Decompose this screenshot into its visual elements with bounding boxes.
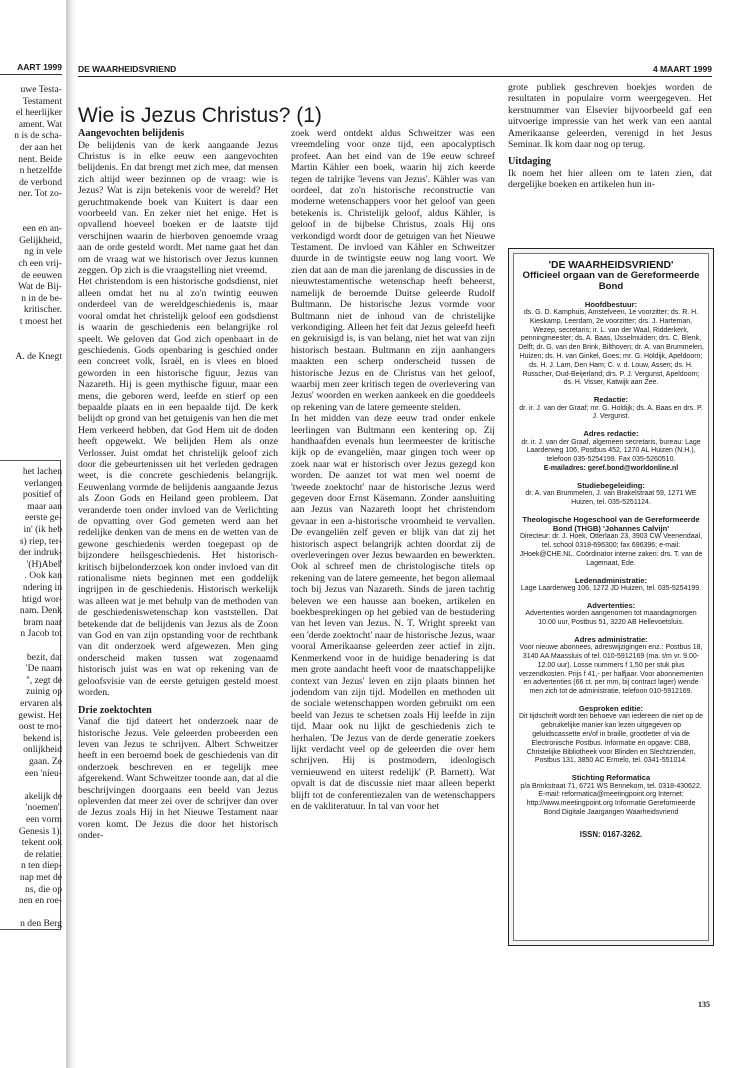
left-page-text-line: nap met de	[19, 872, 62, 883]
left-page-text-line: der indruk-	[19, 547, 62, 559]
section-heading-uitdaging: Uitdaging	[508, 156, 552, 168]
masthead-section-text: p/a Brinkstraat 71, 6721 WS Bennekom, tel. 0318-430622. E-mail: reformatica@meetingpoint.org Internet: http://www.meetingpoint.org Informatie Gereformeerde Bond Digitale Jaargangen Waarheidsvriend	[520, 782, 702, 816]
paragraph: In het midden van deze eeuw trad onder enkele leerlingen van Bultmann een kentering op. Zij handhaafden evenals hun leermeester de kritische kijk op de evangeliën, maar gingen toch weer op zoek naar wat er historisch over Jezus gezegd kon worden. De aanzet tot wat men wel noemt de 'tweede zoektocht' naar de historische Jezus werd gegeven door Ernst Käsemann. Zonder aansluiting aan Jezus van Nazareth loopt het christendom gevaar in een a-historische vroomheid te vervallen. De evangeliën zelf geven er blijk van dat zij het historisch aspect belangrijk achten doordat zij de overleveringen over Jezus bewaarden en bewerkten. Ook al schreef men de christologische titels op rekening van de latere gemeente, het begon allemaal toch bij Jezus van Nazareth. Sinds de jaren tachtig beleven we een hausse aan boeken, artikelen en boekbesprekingen op het gebied van de bestudering van het leven van Jezus. N. T. Wright spreekt van een 'derde zoektocht' naar de historische Jezus, waar vooral Amerikaanse geleerden zeer actief in zijn. Kenmerkend voor in de huidige benadering is dat men grote aandacht heeft voor de maatschappelijke context van Jezus' leven en zijn plaats binnen het jodendom van zijn tijd. Modellen en methoden uit de sociale wetenschappen worden gebruikt om een beeld van Jezus te schetsen zoals Hij leefde in zijn tijd. Maar ook nu lijkt de geschiedenis zich te herhalen. 'De Jezus van de derde generatie zoekers lijkt verdacht veel op de geleerden die over hem schrijven. Hij is postmodern, ideologisch vernieuwend en uiterst redelijk' (P. Barnett). Wat opvalt is dat de discussie niet maar alleen beperkt blijft tot de conferentiezalen van de wetenschappers en de vakliteratuur. In tal van voor het	[291, 413, 495, 812]
left-page-text-line: der aan het	[19, 142, 62, 153]
masthead-issn: ISSN: 0167-3262.	[579, 829, 643, 839]
masthead-section	[518, 481, 704, 508]
masthead-section-text: dr. ir. J. van der Graaf; mr. G. Holdijk; ds. A. Baas en drs. P. J. Vergunst.	[519, 404, 703, 421]
masthead-title: 'DE WAARHEIDSVRIEND'	[548, 260, 674, 271]
masthead-inner	[513, 253, 709, 941]
masthead-section-heading: Advertenties:	[586, 600, 636, 610]
left-page-text-line: ng in vele	[24, 246, 62, 258]
paragraph: Ik noem het hier alleen om te laten zien, dat dergelijke boeken en artikelen hun in-	[508, 168, 712, 191]
left-page-text-line: Genesis 1).	[18, 825, 62, 837]
masthead-section-heading: Adres administratie:	[574, 634, 648, 644]
left-page-text-line: bram naar	[23, 616, 62, 628]
left-page-text-line: zuinig op	[26, 686, 62, 698]
section-heading-zoektochten: Drie zoektochten	[78, 704, 152, 716]
left-page-text-line: Gelijkheid,	[19, 234, 62, 246]
left-page-text-line: nen en roe-	[18, 895, 62, 907]
running-header-date: 4 MAART 1999	[652, 64, 712, 74]
left-page-text-line: n Jacob tot	[20, 628, 62, 640]
masthead-section	[518, 515, 704, 569]
left-page-text-line: ervaren als	[20, 698, 62, 709]
masthead-section	[518, 635, 704, 697]
left-page-text-line: een en an-	[22, 223, 62, 235]
masthead-section	[518, 704, 704, 766]
left-page-text-line: tekent ook	[21, 837, 62, 849]
left-page-header: AART 1999	[17, 62, 62, 72]
left-page-text-line: n ten diep-	[20, 860, 62, 872]
masthead-section-text: Advertenties worden aangenomen tot maandagmorgen 10.00 uur, Postbus 51, 3220 AB Hellevoetsluis.	[525, 610, 697, 626]
left-page-text-line: '(H)Abel'	[26, 558, 62, 570]
masthead-email: E-mailadres: geref.bond@worldonline.nl	[543, 464, 679, 472]
article-column-3	[508, 82, 712, 191]
left-page-text-line: onlijkheid	[23, 744, 62, 756]
masthead-box	[508, 248, 714, 946]
left-page-text-line: bezit, dat	[26, 651, 62, 663]
masthead-section-text: ds. G. D. Kamphuis, Amstelveen, 1e voorzitter; ds. R. H. Kieskamp, Leerdam, 2e voorzitter; drs. J. Harteman, Wezep, secretaris; ir. L. van der Waal, Ridderkerk, penningmeester; ds. A. Baas, IJsselmuiden; drs. C. Blenk, Delft; dr. G. van den Brink, Bilthoven; dr. A. van Brummelen, Huizen; ds. H. van Ginkel, Goes; mr. G. Holdijk, Apeldoorn; ds. H. J. Lam, Den Ham; C. v. d. Louw, Assen; ds. H. Russcher, Oud-Beijerland; drs. P. J. Vergunst, Apeldoorn; ds. H. Visser, Katwijk aan Zee.	[518, 309, 704, 387]
masthead-section-text: Lage Laarderweg 106, 1272 JD Huizen, tel. 035-5254199.	[520, 584, 702, 592]
left-page-text-line: gaan. Ze	[28, 756, 62, 767]
section-heading-aangevochten: Aangevochten belijdenis	[78, 128, 185, 139]
masthead-section-text: Dit tijdschrift wordt ten behoeve van iedereen die niet op de gebruikelijke manier kan lezen uitgegeven op geluidscassette en/of in braille, grootletter of via de Electronische Postbus. Informatie en opgave: CBB, Christelijke Bibliotheek voor Blinden en Slechtzienden, Postbus 131, 3850 AC Ermelo, tel. 0341-551014.	[518, 713, 704, 765]
masthead-section-heading: Stichting Reformatica	[571, 773, 651, 783]
paragraph: grote publiek geschreven boekjes worden de resultaten in populaire vorm weergegeven. Het kerstnummer van Elsevier bijvoorbeeld gaf een uitvoerige impressie van het werk van een aantal Amerikaanse geleerden, verenigd in het Jesus Seminar. Ik kom daar nog op terug.	[508, 82, 712, 151]
masthead-section-text: dr. A. van Brummelen, J. van Brakelstraat 59, 1271 WE Huizen, tel. 035-5251124.	[525, 489, 697, 506]
masthead-section-text: Directeur: dr. J. Hoek, Otterlaan 23, 3903 CW Veenendaal, tel. school 0318-696300; fax 696396; e-mail: JHoek@CHE.NL. Coördinator interne zaken: drs. T. van de Lagemaat, Ede.	[519, 533, 703, 567]
left-page-text-line: t moest het	[19, 316, 62, 327]
left-page-text-line: 'De naam	[25, 663, 62, 675]
article-title: Wie is Jezus Christus? (1)	[78, 104, 322, 127]
left-page-text-line: ndering in	[22, 582, 62, 593]
paragraph: Vanaf die tijd dateert het onderzoek naar de historische Jezus. Vele geleerden probeerden een leven van Jezus te schrijven. Albert Schweitzer heeft in een beroemd boek de geschiedenis van dit onderzoek beschreven en er tegelijk mee afgerekend. Want Schweitzer toonde aan, dat al die beschrijvingen doorgaans een beeld van Jezus opleverden dat meer zei over de schrijver dan over de Jezus zoals Hij in het Nieuwe Testament naar voren komt. De Jezus die door het historisch onder-	[78, 716, 278, 842]
left-page-text-line: Testament	[22, 95, 62, 107]
left-page-text-line: de verbond	[19, 176, 62, 188]
left-page-text-line: el heerlijker	[15, 107, 62, 119]
page-gutter	[66, 0, 76, 1068]
article-column-2	[291, 128, 495, 812]
masthead-section-heading: Ledenadministratie:	[574, 575, 648, 585]
left-page-text-line: kritischer.	[23, 304, 62, 316]
left-page-text-line: het lachen	[22, 466, 62, 477]
left-page-text-line: ch een vrij-	[18, 258, 62, 269]
masthead-section-heading: Adres redactie:	[583, 429, 639, 439]
masthead-section-heading: Studiebegeleiding:	[577, 480, 645, 490]
left-page-text-line: in' (ik heb	[23, 524, 62, 535]
running-header-title: DE WAARHEIDSVRIEND	[78, 64, 177, 74]
left-page-text-line: ns, die op	[24, 883, 62, 895]
masthead-section-text: Voor nieuwe abonnees, adreswijzigingen enz.: Postbus 18, 3140 AA Maassluis of tel. 010-5912169 (ma. t/m vr. 9.00-12.00 uur). Losse nummers f 1,50 per stuk plus verzendkosten. Prijs f 41,- per halfjaar. Voor abonnementen en advertenties (66 ct. per mm, bij contract lager) wende men zich tot de administratie, telefoon 010-5912169.	[518, 644, 704, 696]
left-page-text-line: '', zegt de	[26, 674, 62, 686]
left-page-text-line: bekend is.	[23, 732, 62, 744]
left-page-text-line: nent. Beide	[18, 153, 62, 165]
left-page-text-line: de eeuwen	[21, 269, 62, 281]
left-page-text-line: ament. Wat	[18, 118, 62, 130]
masthead-section-heading: Redactie:	[593, 395, 629, 405]
left-page-text-line: 'noemen'.	[25, 802, 62, 814]
left-page-text-line: oost te mo-	[18, 721, 62, 733]
left-page-text-line: A. de Knegt	[15, 350, 62, 362]
masthead-section	[518, 773, 704, 818]
masthead-section	[518, 576, 704, 594]
left-page-fragment	[0, 0, 66, 1068]
left-page-text-line: maar aan	[27, 500, 62, 512]
page-number: 135	[698, 1000, 710, 1009]
running-header	[78, 62, 712, 77]
left-page-text-line: uwe Testa-	[20, 84, 62, 95]
left-page-text-line: de relatie.	[24, 848, 62, 860]
paragraph: De belijdenis van de kerk aangaande Jezus Christus is in elke eeuw een aangevochten belijdenis. En dat brengt met zich mee, dat mensen zich altijd weer bezinnen op de vraag: wie is Jezus? Wat is zijn betekenis voor de wereld? Het geruchtmakende boek van Kuitert is daar een voorbeeld van. En zeker niet het enige. Het is opvallend hoeveel boeken er de laatste tijd verschijnen waarin de hierboven genoemde vraag aan de orde gesteld wordt. Met name gaat het dan om de vraag wat we historisch over Jezus kunnen zeggen. Op zich is die vraagstelling niet vreemd.	[78, 139, 278, 277]
masthead-section-heading: Hoofdbestuur:	[584, 299, 638, 309]
paragraph: zoek werd ontdekt aldus Schweitzer was een vreemdeling voor onze tijd, een apocalyptisch profeet. Aan het eind van de 19e eeuw schreef Martin Kähler een boek, waarin hij zich keerde tegen de talrijke 'levens van Jezus'. Kähler was van oordeel, dat zo'n historische reconstructie van moderne wetenschappers voor het geloof van geen betekenis is. Christelijk geloof, aldus Kähler, is geloof in de bijbelse Christus, zoals Hij ons verkondigd wordt door de getuigen van het Nieuwe Testament. De invloed van Kähler en Schweitzer duurde in de twintigste eeuw nog lang voort. We zien dat aan de man die jarenlang de discussies in de nieuwtestamentische wetenschap heeft beheerst, namelijk de beroemde Duitse geleerde Rudolf Bultmann. De historische Jezus vormde voor Bultmann niet de inhoud van de christelijke verkondiging. Alleen het feit dat Jezus geleefd heeft en gekruisigd is, is van belang, niet het wat van zijn historisch bestaan. Bultmann en zijn aanhangers maakten een scherp onderscheid tussen de historische Jezus en de Christus van het geloof, waarbij men zeer kritisch tegen de overlevering van Jezus' woorden en werken aankeek en die goeddeels op rekening van de latere gemeente stelden.	[291, 128, 495, 413]
masthead-section-heading: Gesproken editie:	[578, 703, 644, 713]
left-page-text-line: htigd wor-	[21, 593, 62, 605]
left-page-text-line: een vorm	[26, 814, 62, 825]
left-page-text-line: n is de scha-	[14, 130, 62, 142]
masthead-sections	[518, 300, 704, 818]
right-page	[78, 0, 728, 1068]
left-page-text-line: verlangen	[24, 477, 62, 489]
left-page-text-line: s) riep, ter-	[19, 535, 62, 547]
masthead-section	[518, 395, 704, 422]
masthead-section	[518, 601, 704, 628]
left-page-text-line: n in de be-	[21, 292, 62, 304]
left-page-text-line: n hetzelfde	[19, 165, 62, 177]
left-page-rule	[0, 74, 62, 75]
left-page-text-line: akelijk de	[24, 790, 62, 802]
left-page-text-line: positief of	[22, 489, 62, 501]
masthead-section	[518, 300, 704, 389]
left-page-text-line: gewist. Het	[18, 709, 62, 721]
left-page-text-line: ner. Tot zo-	[18, 188, 62, 200]
left-page-text-line: . Ook kan	[24, 570, 62, 582]
left-page-text-line: n den Berg	[20, 918, 62, 930]
paragraph: Het christendom is een historische godsdienst, niet alleen omdat het nu al zo'n twintig eeuwen onderdeel van de wereldgeschiedenis is, maar vooral omdat het christelijk geloof een godsdienst is waarin de geschiedenis een belangrijke rol speelt. We geloven dat God zich openbaart in de geschiedenis. Gods openbaring is geschied onder een concreet volk, Israël, en is vlees en bloed geworden in een historische figuur, Jezus van Nazareth. Hij is geen mythische figuur, maar een mens, die geboren werd, leefde en stierf op een bepaalde plaats en in een bepaalde tijd. De kerk belijdt op grond van het getuigenis van hen die met Hem verkeerd hebben, dat God Hem uit de doden heeft opgewekt. We belijden Hem als onze Verlosser. Juist omdat het christelijk geloof zich door die gebeurtenissen uit het verleden gedragen weet, is die concrete geschiedenis belangrijk. Eeuwenlang vormde de belijdenis aangaande Jezus als Zoon Gods en Heiland geen probleem. Dat veranderde toen onder invloed van de Verlichting de opvatting over God gemeten werd aan het redelijke denken van de mens en de wetten van de gewone geschiedenis werden toegepast op de bijzondere heilsgeschiedenis. Het historisch-kritisch bijbelonderzoek kon onder invloed van dit rationalisme niets beginnen met een goddelijk ingrijpen in de geschiedenis. Historisch werkelijk was alleen wat je met behulp van de methoden van de geschiedeniswetenschap kon vaststellen. Dat betekende dat de belijdenis van Jezus als de Zoon van God en van zijn opstanding voor de rechtbank van dit onderzoek werd afgewezen. Men ging onderscheid maken tussen wat zogenaamd historisch juist was en wat op rekening van de geloofsvisie van de eerste getuigen gesteld moest worden.	[78, 276, 278, 699]
left-page-text-line: Wat de Bij-	[18, 281, 62, 293]
masthead-subtitle: Officieel orgaan van de Gereformeerde Bond	[522, 270, 700, 292]
left-page-text-line: een 'nieu-	[24, 767, 62, 779]
masthead-section-heading: Theologische Hogeschool van de Gereformeerde Bond (THGB) 'Johannes Calvijn'	[522, 514, 700, 533]
left-page-text-line: nam. Denk	[19, 605, 62, 617]
masthead-section	[518, 429, 704, 473]
article-column-1	[78, 128, 278, 842]
masthead-section-text: dr. ir. J. van der Graaf, algemeen secretaris, bureau: Lage Laarderweg 106, Postbus 452, 1270 AL Huizen (N.H.), telefoon 035-5254199. Fax 035-5260510.	[521, 438, 701, 464]
left-page-text-line: eerste ge-	[24, 512, 62, 524]
